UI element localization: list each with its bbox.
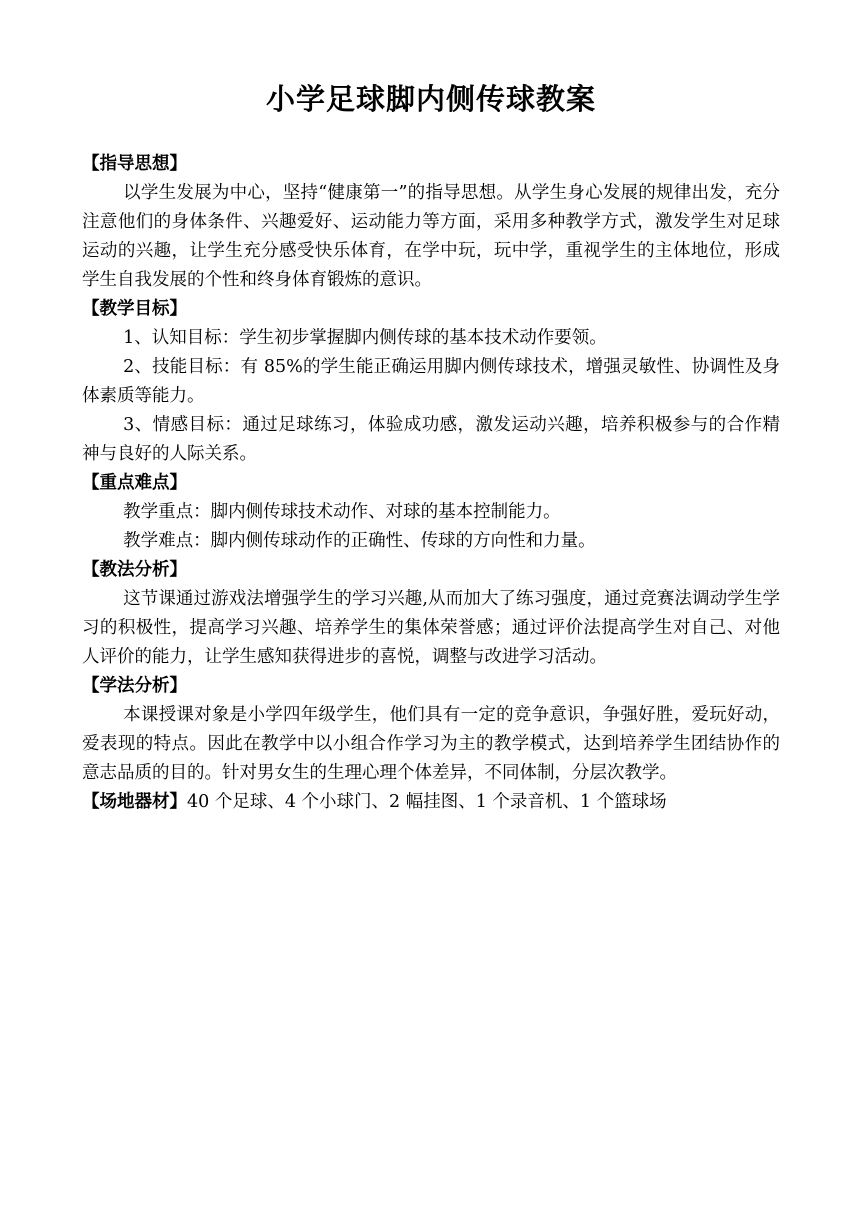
objective-cognitive: 1、认知目标：学生初步掌握脚内侧传球的基本技术动作要领。: [123, 328, 607, 348]
key-point: 教学重点：脚内侧传球技术动作、对球的基本控制能力。: [123, 502, 561, 522]
equipment-list: 40 个足球、4 个小球门、2 幅挂图、1 个录音机、1 个篮球场: [187, 792, 667, 812]
section-learning-method: [82, 672, 780, 788]
section-paragraph: 这节课通过游戏法增强学生的学习兴趣,从而加大了练习强度，通过竞赛法调动学生学习的积极性，提高学习兴趣、培养学生的集体荣誉感；通过评价法提高学生对自己、对他人评价的能力，让学生感知获得进步的喜悦，调整与改进学习活动。: [82, 589, 780, 667]
document-title: 小学足球脚内侧传球教案: [265, 82, 596, 116]
section-teaching-method: [82, 556, 780, 672]
section-paragraph: 以学生发展为中心，坚持“健康第一”的指导思想。从学生身心发展的规律出发，充分注意他们的身体条件、兴趣爱好、运动能力等方面，采用多种教学方式，激发学生对足球运动的兴趣，让学生充分感受快乐体育，在学中玩，玩中学，重视学生的主体地位，形成学生自我发展的个性和终身体育锻炼的意识。: [82, 183, 780, 290]
section-heading: 【学法分析】: [82, 676, 187, 696]
section-guiding-ideology: [82, 150, 780, 295]
section-teaching-objectives: [82, 295, 780, 469]
section-heading: 【重点难点】: [82, 473, 187, 493]
section-heading: 【教法分析】: [82, 560, 187, 580]
section-paragraph: 本课授课对象是小学四年级学生，他们具有一定的竞争意识，争强好胜，爱玩好动，爱表现的特点。因此在教学中以小组合作学习为主的教学模式，达到培养学生团结协作的意志品质的目的。针对男女生的生理心理个体差异，不同体制，分层次教学。: [82, 705, 780, 783]
section-heading: 【指导思想】: [82, 154, 187, 174]
difficult-point: 教学难点：脚内侧传球动作的正确性、传球的方向性和力量。: [123, 531, 596, 551]
section-heading: 【场地器材】: [82, 792, 187, 812]
section-key-difficult-points: [82, 469, 780, 556]
document-page: [82, 78, 780, 817]
section-heading: 【教学目标】: [82, 299, 187, 319]
objective-emotional: 3、情感目标：通过足球练习，体验成功感，激发运动兴趣，培养积极参与的合作精神与良好的人际关系。: [82, 415, 780, 464]
section-equipment: [82, 788, 780, 817]
objective-skill: 2、技能目标：有 85%的学生能正确运用脚内侧传球技术，增强灵敏性、协调性及身体素质等能力。: [82, 357, 780, 406]
